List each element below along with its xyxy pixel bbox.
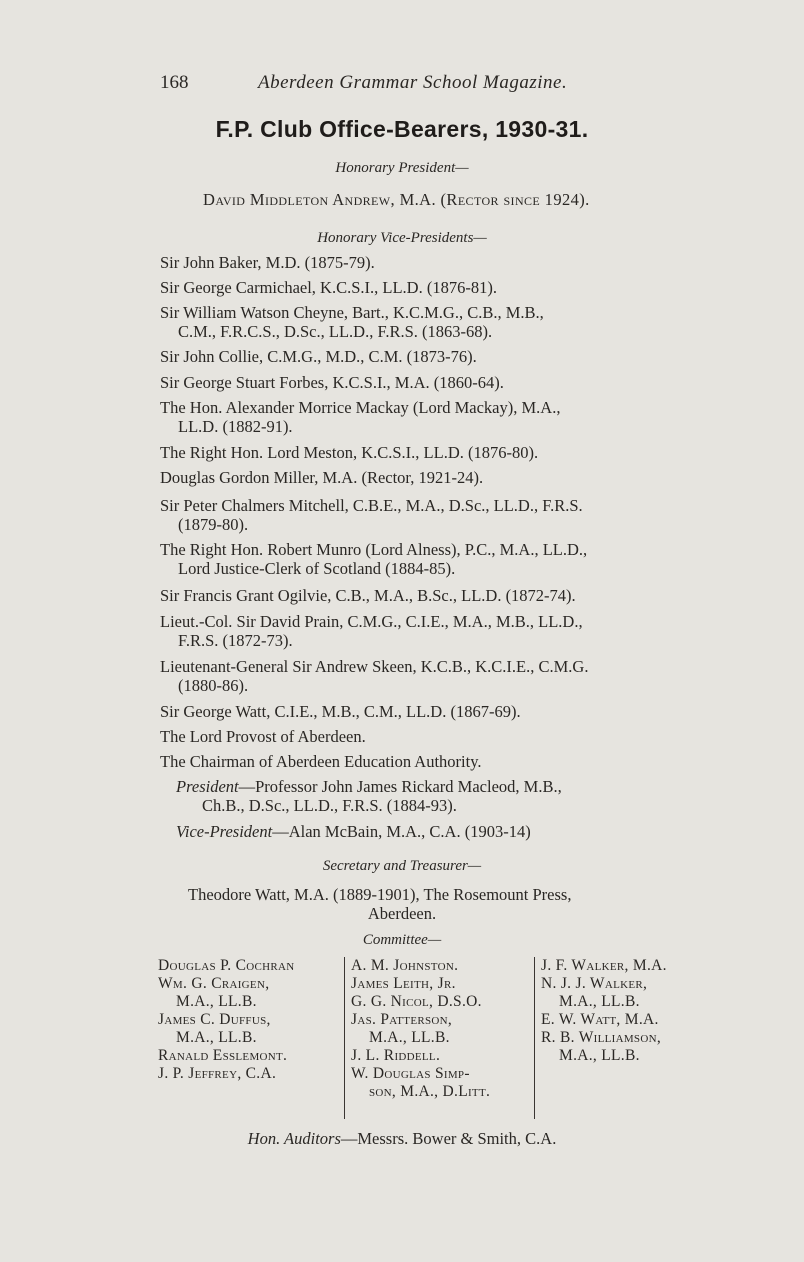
secretary-entry-cont: Aberdeen. [367, 904, 437, 923]
committee-member: J. L. Riddell. [351, 1047, 441, 1064]
vp-line: F.R.S. (1872-73). [178, 631, 293, 650]
vp-line: The Lord Provost of Aberdeen. [160, 727, 366, 746]
vp-line: Sir George Watt, C.I.E., M.B., C.M., LL.D. (1867-69). [160, 702, 521, 721]
committee-member: M.A., LL.B. [176, 993, 257, 1010]
vp-line: Douglas Gordon Miller, M.A. (Rector, 1921-24). [160, 468, 484, 487]
committee-member: J. F. Walker, M.A. [541, 957, 667, 974]
vp-line: The Right Hon. Robert Munro (Lord Alness), P.C., M.A., LL.D., [160, 540, 588, 559]
committee-member: Ranald Esslemont. [158, 1047, 288, 1064]
vice-president-label: Vice-President [176, 822, 273, 841]
committee-member: J. P. Jeffrey, C.A. [158, 1065, 277, 1082]
vp-line: LL.D. (1882-91). [178, 417, 293, 436]
committee-member: Douglas P. Cochran [158, 957, 295, 974]
vp-line: (1880-86). [178, 676, 249, 695]
honorary-president-heading: Honorary President— [335, 160, 469, 176]
committee-member: N. J. J. Walker, [541, 975, 648, 992]
committee-member: Jas. Patterson, [351, 1011, 453, 1028]
vp-line: Sir John Collie, C.M.G., M.D., C.M. (1873-76). [160, 347, 477, 366]
vp-line: (1879-80). [178, 515, 249, 534]
page-title: F.P. Club Office-Bearers, 1930-31. [215, 116, 589, 142]
page-number: 168 [160, 72, 189, 93]
vice-president-text: —Alan McBain, M.A., C.A. (1903-14) [272, 822, 531, 841]
vp-line: The Chairman of Aberdeen Education Authority. [160, 752, 482, 771]
auditors-text: —Messrs. Bower & Smith, C.A. [340, 1129, 557, 1148]
committee-member: M.A., LL.B. [369, 1029, 450, 1046]
committee-heading: Committee— [362, 932, 442, 948]
committee-member: M.A., LL.B. [559, 1047, 640, 1064]
committee-column-2 [344, 957, 531, 1119]
committee-column-1 [158, 957, 342, 1083]
vp-line: Sir Francis Grant Ogilvie, C.B., M.A., B.Sc., LL.D. (1872-74). [160, 586, 576, 605]
committee-member: E. W. Watt, M.A. [541, 1011, 659, 1028]
committee-member: James C. Duffus, [158, 1011, 271, 1028]
vp-line: The Hon. Alexander Morrice Mackay (Lord Mackay), M.A., [160, 398, 561, 417]
vp-line: Sir William Watson Cheyne, Bart., K.C.M.G., C.B., M.B., [160, 303, 544, 322]
secretary-entry: Theodore Watt, M.A. (1889-1901), The Rosemount Press, [188, 885, 572, 904]
vp-line: Sir George Stuart Forbes, K.C.S.I., M.A. (1860-64). [160, 373, 504, 392]
vp-line: The Right Hon. Lord Meston, K.C.S.I., LL.D. (1876-80). [160, 443, 539, 462]
secretary-heading: Secretary and Treasurer— [322, 858, 482, 874]
president-entry-cont: Ch.B., D.Sc., LL.D., F.R.S. (1884-93). [202, 796, 457, 815]
vp-line: Lieut.-Col. Sir David Prain, C.M.G., C.I.E., M.A., M.B., LL.D., [160, 612, 583, 631]
vice-president-entry [176, 822, 531, 842]
president-label: President [176, 777, 239, 796]
auditors-label: Hon. Auditors [247, 1129, 341, 1148]
vp-line: Sir George Carmichael, K.C.S.I., LL.D. (1876-81). [160, 278, 497, 297]
committee-member: G. G. Nicol, D.S.O. [351, 993, 482, 1010]
president-entry [176, 777, 562, 797]
running-title: Aberdeen Grammar School Magazine. [258, 72, 568, 93]
committee-member: James Leith, Jr. [351, 975, 456, 992]
vp-line: C.M., F.R.C.S., D.Sc., LL.D., F.R.S. (1863-68). [178, 322, 493, 341]
honorary-president-entry: David Middleton Andrew, M.A. (Rector since 1924). [203, 190, 590, 209]
president-text: —Professor John James Rickard Macleod, M.B., [238, 777, 562, 796]
vice-presidents-heading: Honorary Vice-Presidents— [317, 230, 487, 246]
committee-member: A. M. Johnston. [351, 957, 459, 974]
vp-line: Sir John Baker, M.D. (1875-79). [160, 253, 375, 272]
committee-member: M.A., LL.B. [176, 1029, 257, 1046]
committee-member: W. Douglas Simp- [351, 1065, 470, 1082]
vp-line: Sir Peter Chalmers Mitchell, C.B.E., M.A., D.Sc., LL.D., F.R.S. [160, 496, 583, 515]
committee-member: son, M.A., D.Litt. [369, 1083, 491, 1100]
vp-line: Lord Justice-Clerk of Scotland (1884-85). [178, 559, 456, 578]
vp-line: Lieutenant-General Sir Andrew Skeen, K.C.B., K.C.I.E., C.M.G. [160, 657, 589, 676]
auditors-entry [0, 1129, 804, 1149]
committee-column-3 [534, 957, 731, 1119]
committee-member: Wm. G. Craigen, [158, 975, 270, 992]
committee-member: M.A., LL.B. [559, 993, 640, 1010]
committee-member: R. B. Williamson, [541, 1029, 661, 1046]
